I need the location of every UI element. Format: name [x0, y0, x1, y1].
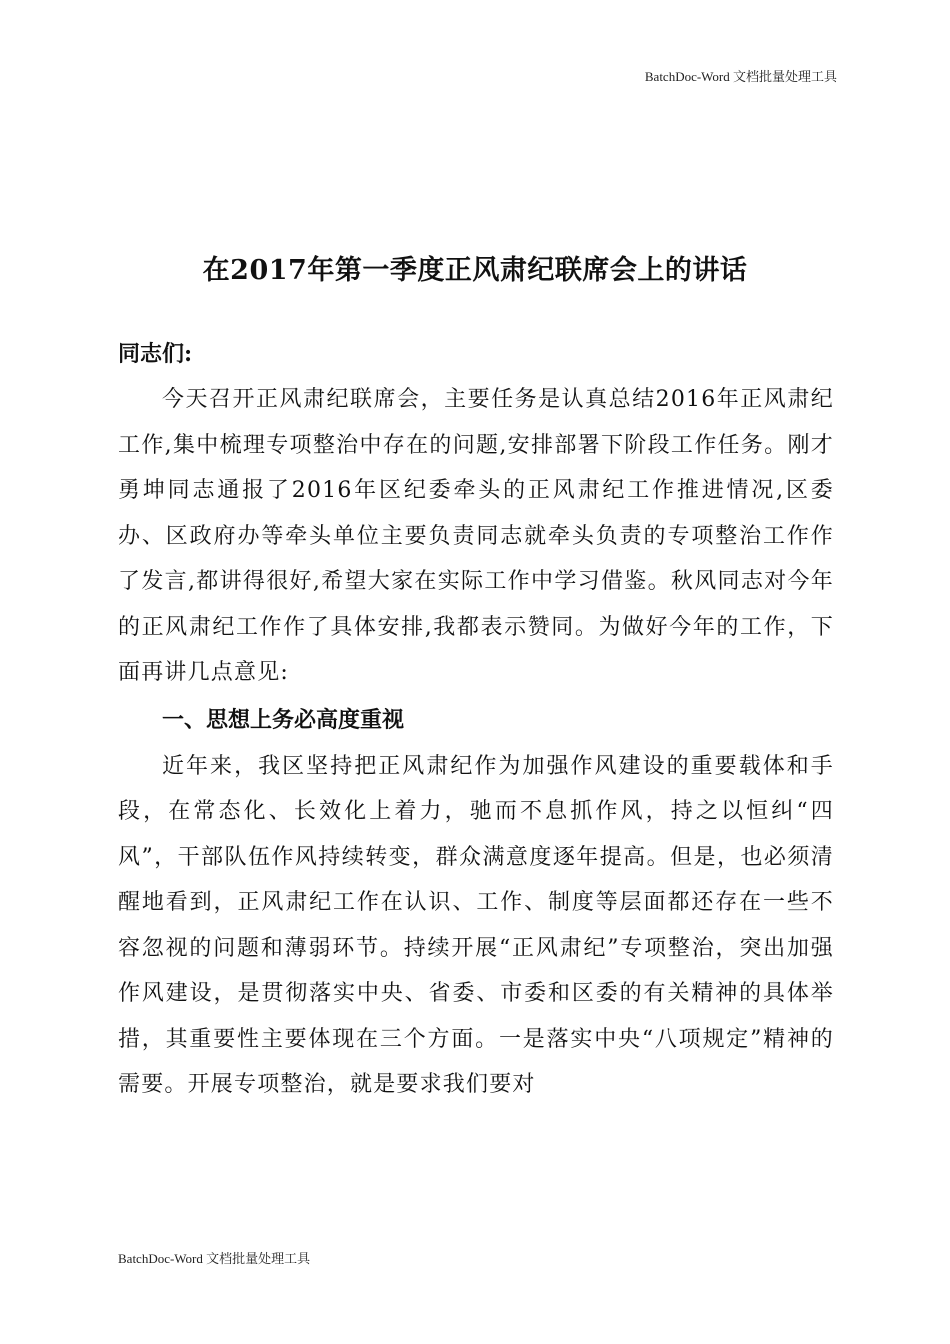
paragraph-intro: 今天召开正风肃纪联席会，主要任务是认真总结2016年正风肃纪工作,集中梳理专项整治中存在的问题,安排部署下阶段工作任务。刚才勇坤同志通报了2016年区纪委牵头的正风肃纪工作推进情况,区委办、区政府办等牵头单位主要负责同志就牵头负责的专项整治工作作了发言,都讲得很好,希望大家在实际工作中学习借鉴。秋风同志对今年的正风肃纪工作作了具体安排,我都表示赞同。为做好今年的工作，下面再讲几点意见:: [118, 387, 834, 685]
salutation: 同志们:: [118, 341, 193, 367]
document-body: [118, 332, 834, 1108]
document-title: 在2017年第一季度正风肃纪联席会上的讲话: [202, 255, 748, 287]
page-header-note: BatchDoc-Word 文档批量处理工具: [644, 69, 837, 84]
paragraph-section-1: 近年来，我区坚持把正风肃纪作为加强作风建设的重要载体和手段，在常态化、长效化上着力，驰而不息抓作风，持之以恒纠“四风”，干部队伍作风持续转变，群众满意度逐年提高。但是，也必须清醒地看到，正风肃纪工作在认识、工作、制度等层面都还存在一些不容忽视的问题和薄弱环节。持续开展“正风肃纪”专项整治，突出加强作风建设，是贯彻落实中央、省委、市委和区委的有关精神的具体举措，其重要性主要体现在三个方面。一是落实中央“八项规定”精神的需要。开展专项整治，就是要求我们要对: [118, 753, 834, 1097]
section-heading-1: 一、思想上务必高度重视: [162, 706, 405, 733]
page-footer-note: BatchDoc-Word 文档批量处理工具: [118, 1251, 311, 1266]
